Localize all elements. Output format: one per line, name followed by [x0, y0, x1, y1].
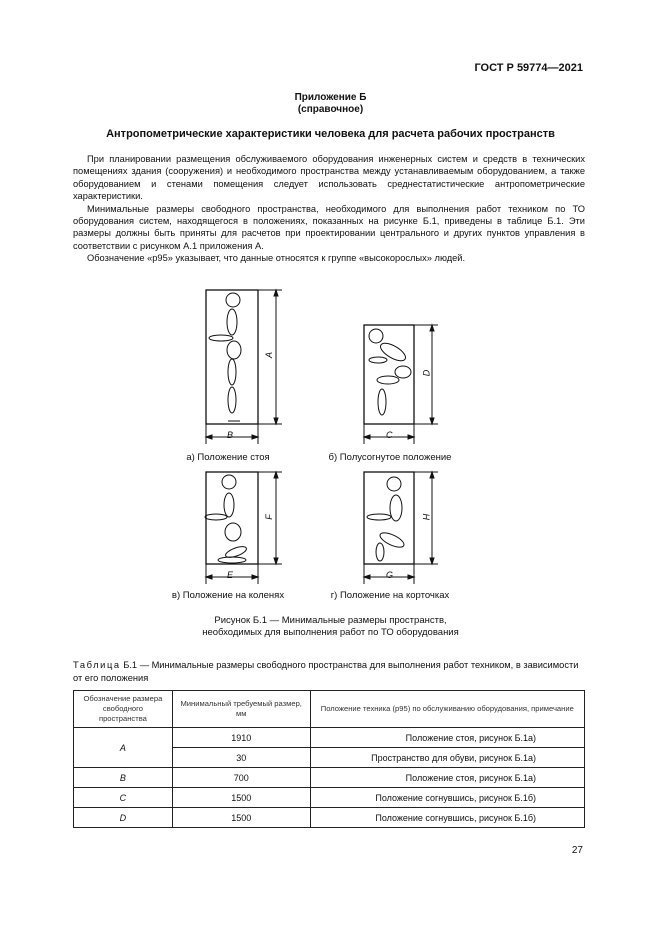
table-header-row [74, 691, 585, 728]
dim-label-c: C [386, 430, 393, 440]
table-b1 [73, 690, 585, 828]
document-header-standard: ГОСТ Р 59774—2021 [474, 62, 583, 74]
cell-note: Положение согнувшись, рисунок Б.1б) [310, 788, 584, 808]
table-row [74, 768, 585, 788]
dim-label-f: F [263, 514, 274, 520]
cell-designation: B [74, 768, 173, 788]
header-position: Положение техника (р95) по обслуживанию оборудования, примечание [310, 691, 584, 728]
cell-size: 1500 [172, 808, 310, 828]
dim-label-b: B [227, 430, 234, 440]
cell-designation: D [74, 808, 173, 828]
dim-label-d: D [421, 369, 432, 377]
figure-title-line2: необходимых для выполнения работ по ТО оборудования [202, 627, 459, 638]
dim-label-g: G [386, 570, 394, 580]
cell-note: Положение согнувшись, рисунок Б.1б) [310, 808, 584, 828]
caption-standing: а) Положение стоя [186, 452, 270, 463]
caption-squatting: г) Положение на корточках [330, 590, 450, 601]
header-designation: Обозначение размера свободного пространства [74, 691, 173, 728]
section-title: Антропометрические характеристики человека для расчета рабочих пространств [106, 128, 555, 140]
figure-squatting [364, 472, 438, 584]
header-size: Минимальный требуемый размер, мм [172, 691, 310, 728]
page-number: 27 [571, 845, 583, 856]
caption-kneeling: в) Положение на коленях [171, 590, 285, 601]
figure-half-bent [364, 325, 438, 444]
cell-note: Положение стоя, рисунок Б.1а) [310, 768, 584, 788]
paragraph-1: При планировании размещения обслуживаемого оборудования инженерных систем и средств в технических помещениях здания (сооружения) и необходимого пространства между устанавливаемым оборудованием, а также оборудованием и стенами помещения следует использовать среднестатистические антропометрические характеристики. [73, 154, 585, 202]
dim-label-e: E [227, 570, 234, 580]
cell-note: Положение стоя, рисунок Б.1а) [310, 728, 584, 748]
table-label: Таблица [73, 660, 121, 670]
caption-half-bent: б) Полусогнутое положение [328, 452, 452, 463]
appendix-title: Приложение Б [294, 92, 367, 103]
table-row [74, 728, 585, 748]
cell-note: Пространство для обуви, рисунок Б.1а) [310, 748, 584, 768]
appendix-subtitle: (справочное) [297, 104, 364, 115]
table-row [74, 808, 585, 828]
cell-designation: C [74, 788, 173, 808]
paragraph-3: Обозначение «р95» указывает, что данные относятся к группе «высокорослых» людей. [87, 253, 466, 264]
table-title [73, 659, 585, 684]
table-title-text: Б.1 — Минимальные размеры свободного пространства для выполнения работ техником, в зависимости от его положения [73, 660, 579, 683]
table-row [74, 788, 585, 808]
cell-size: 1910 [172, 728, 310, 748]
paragraph-2: Минимальные размеры свободного пространства, необходимого для выполнения работ техником по ТО оборудования систем, находящегося в положениях, показанных на рисунке Б.1, приведены в таблице Б.1. Эти размеры должны быть приняты для расчетов при проектировании центрального и других пунктов управления в соответствии с рисунком А.1 приложения А. [73, 203, 585, 251]
dim-label-a: A [264, 351, 275, 359]
figure-standing [206, 290, 282, 444]
dim-label-h: H [421, 513, 432, 521]
cell-size: 1500 [172, 788, 310, 808]
cell-size: 700 [172, 768, 310, 788]
cell-designation: A [74, 728, 173, 768]
cell-size: 30 [172, 748, 310, 768]
figure-kneeling [205, 472, 282, 584]
figure-title-line1: Рисунок Б.1 — Минимальные размеры пространств, [214, 615, 447, 626]
